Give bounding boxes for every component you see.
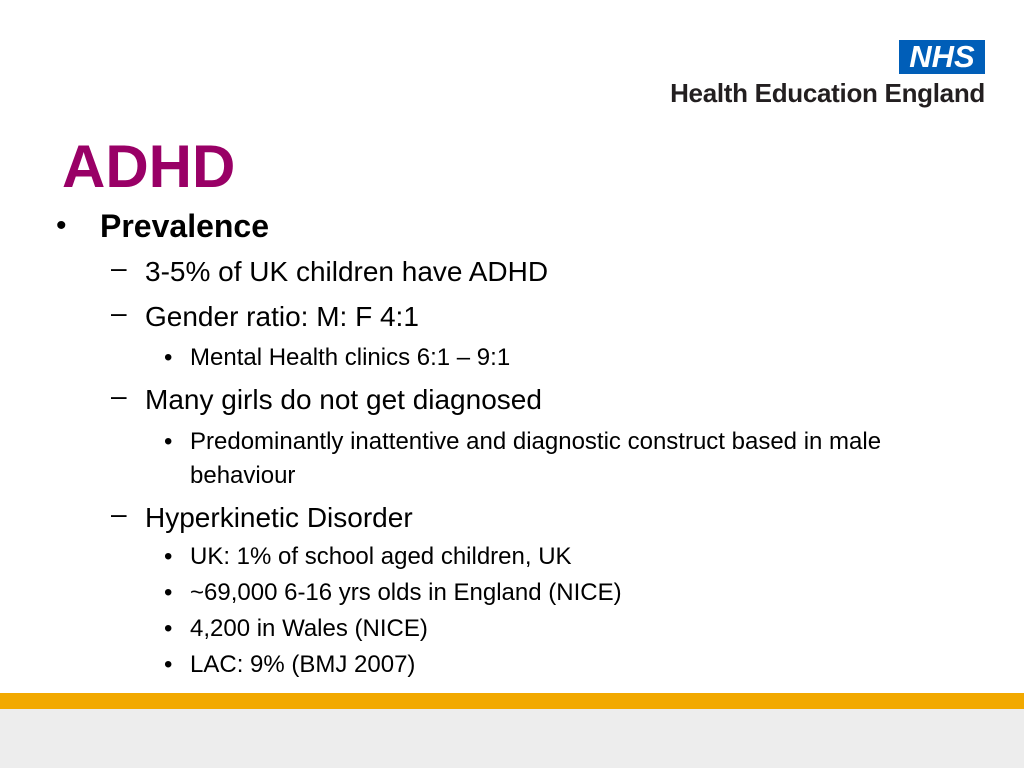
bullet-marker: •: [164, 428, 173, 455]
bullet-marker: •: [164, 615, 173, 642]
subbullet-gender-ratio: [111, 297, 419, 333]
bullet-text: 4,200 in Wales (NICE): [190, 615, 428, 642]
bullet-text: Prevalence: [100, 208, 270, 244]
bullet-text: UK: 1% of school aged children, UK: [190, 543, 572, 570]
bullet-marker: •: [164, 543, 173, 570]
hee-logo: [625, 40, 985, 112]
slide-title: ADHD: [62, 133, 236, 200]
subbullet-girls: [111, 380, 542, 416]
subbullet-uk-children: [111, 252, 549, 288]
nhs-logo: NHS: [899, 40, 985, 74]
subbullet-hyperkinetic: [111, 498, 413, 534]
bullet-text: ~69,000 6-16 yrs olds in England (NICE): [190, 579, 622, 606]
subsubbullet-clinics: [164, 341, 511, 375]
subsubbullet-england: [164, 576, 622, 610]
footer-band: [0, 709, 1024, 768]
subsubbullet-inattentive: [164, 425, 960, 493]
dash-marker: –: [111, 252, 127, 283]
bullet-text: Mental Health clinics 6:1 – 9:1: [190, 344, 511, 371]
subsubbullet-lac: [164, 648, 416, 682]
bullet-text: Predominantly inattentive and diagnostic construct based in male behaviour: [190, 428, 882, 489]
org-name: Health Education England: [670, 78, 985, 108]
dash-marker: –: [111, 380, 127, 411]
dash-marker: –: [111, 297, 127, 328]
subsubbullet-wales: [164, 612, 428, 646]
bullet-text: Hyperkinetic Disorder: [145, 502, 413, 533]
bullet-marker: •: [164, 579, 173, 606]
bullet-prevalence: [56, 208, 270, 244]
subsubbullet-uk-school: [164, 540, 572, 574]
bullet-text: LAC: 9% (BMJ 2007): [190, 651, 416, 678]
bullet-marker: •: [164, 651, 173, 678]
bullet-text: Many girls do not get diagnosed: [145, 384, 542, 415]
bullet-marker: •: [56, 209, 67, 242]
bullet-text: Gender ratio: M: F 4:1: [145, 301, 419, 332]
dash-marker: –: [111, 498, 127, 529]
bullet-marker: •: [164, 344, 173, 371]
bullet-text: 3-5% of UK children have ADHD: [145, 256, 549, 287]
